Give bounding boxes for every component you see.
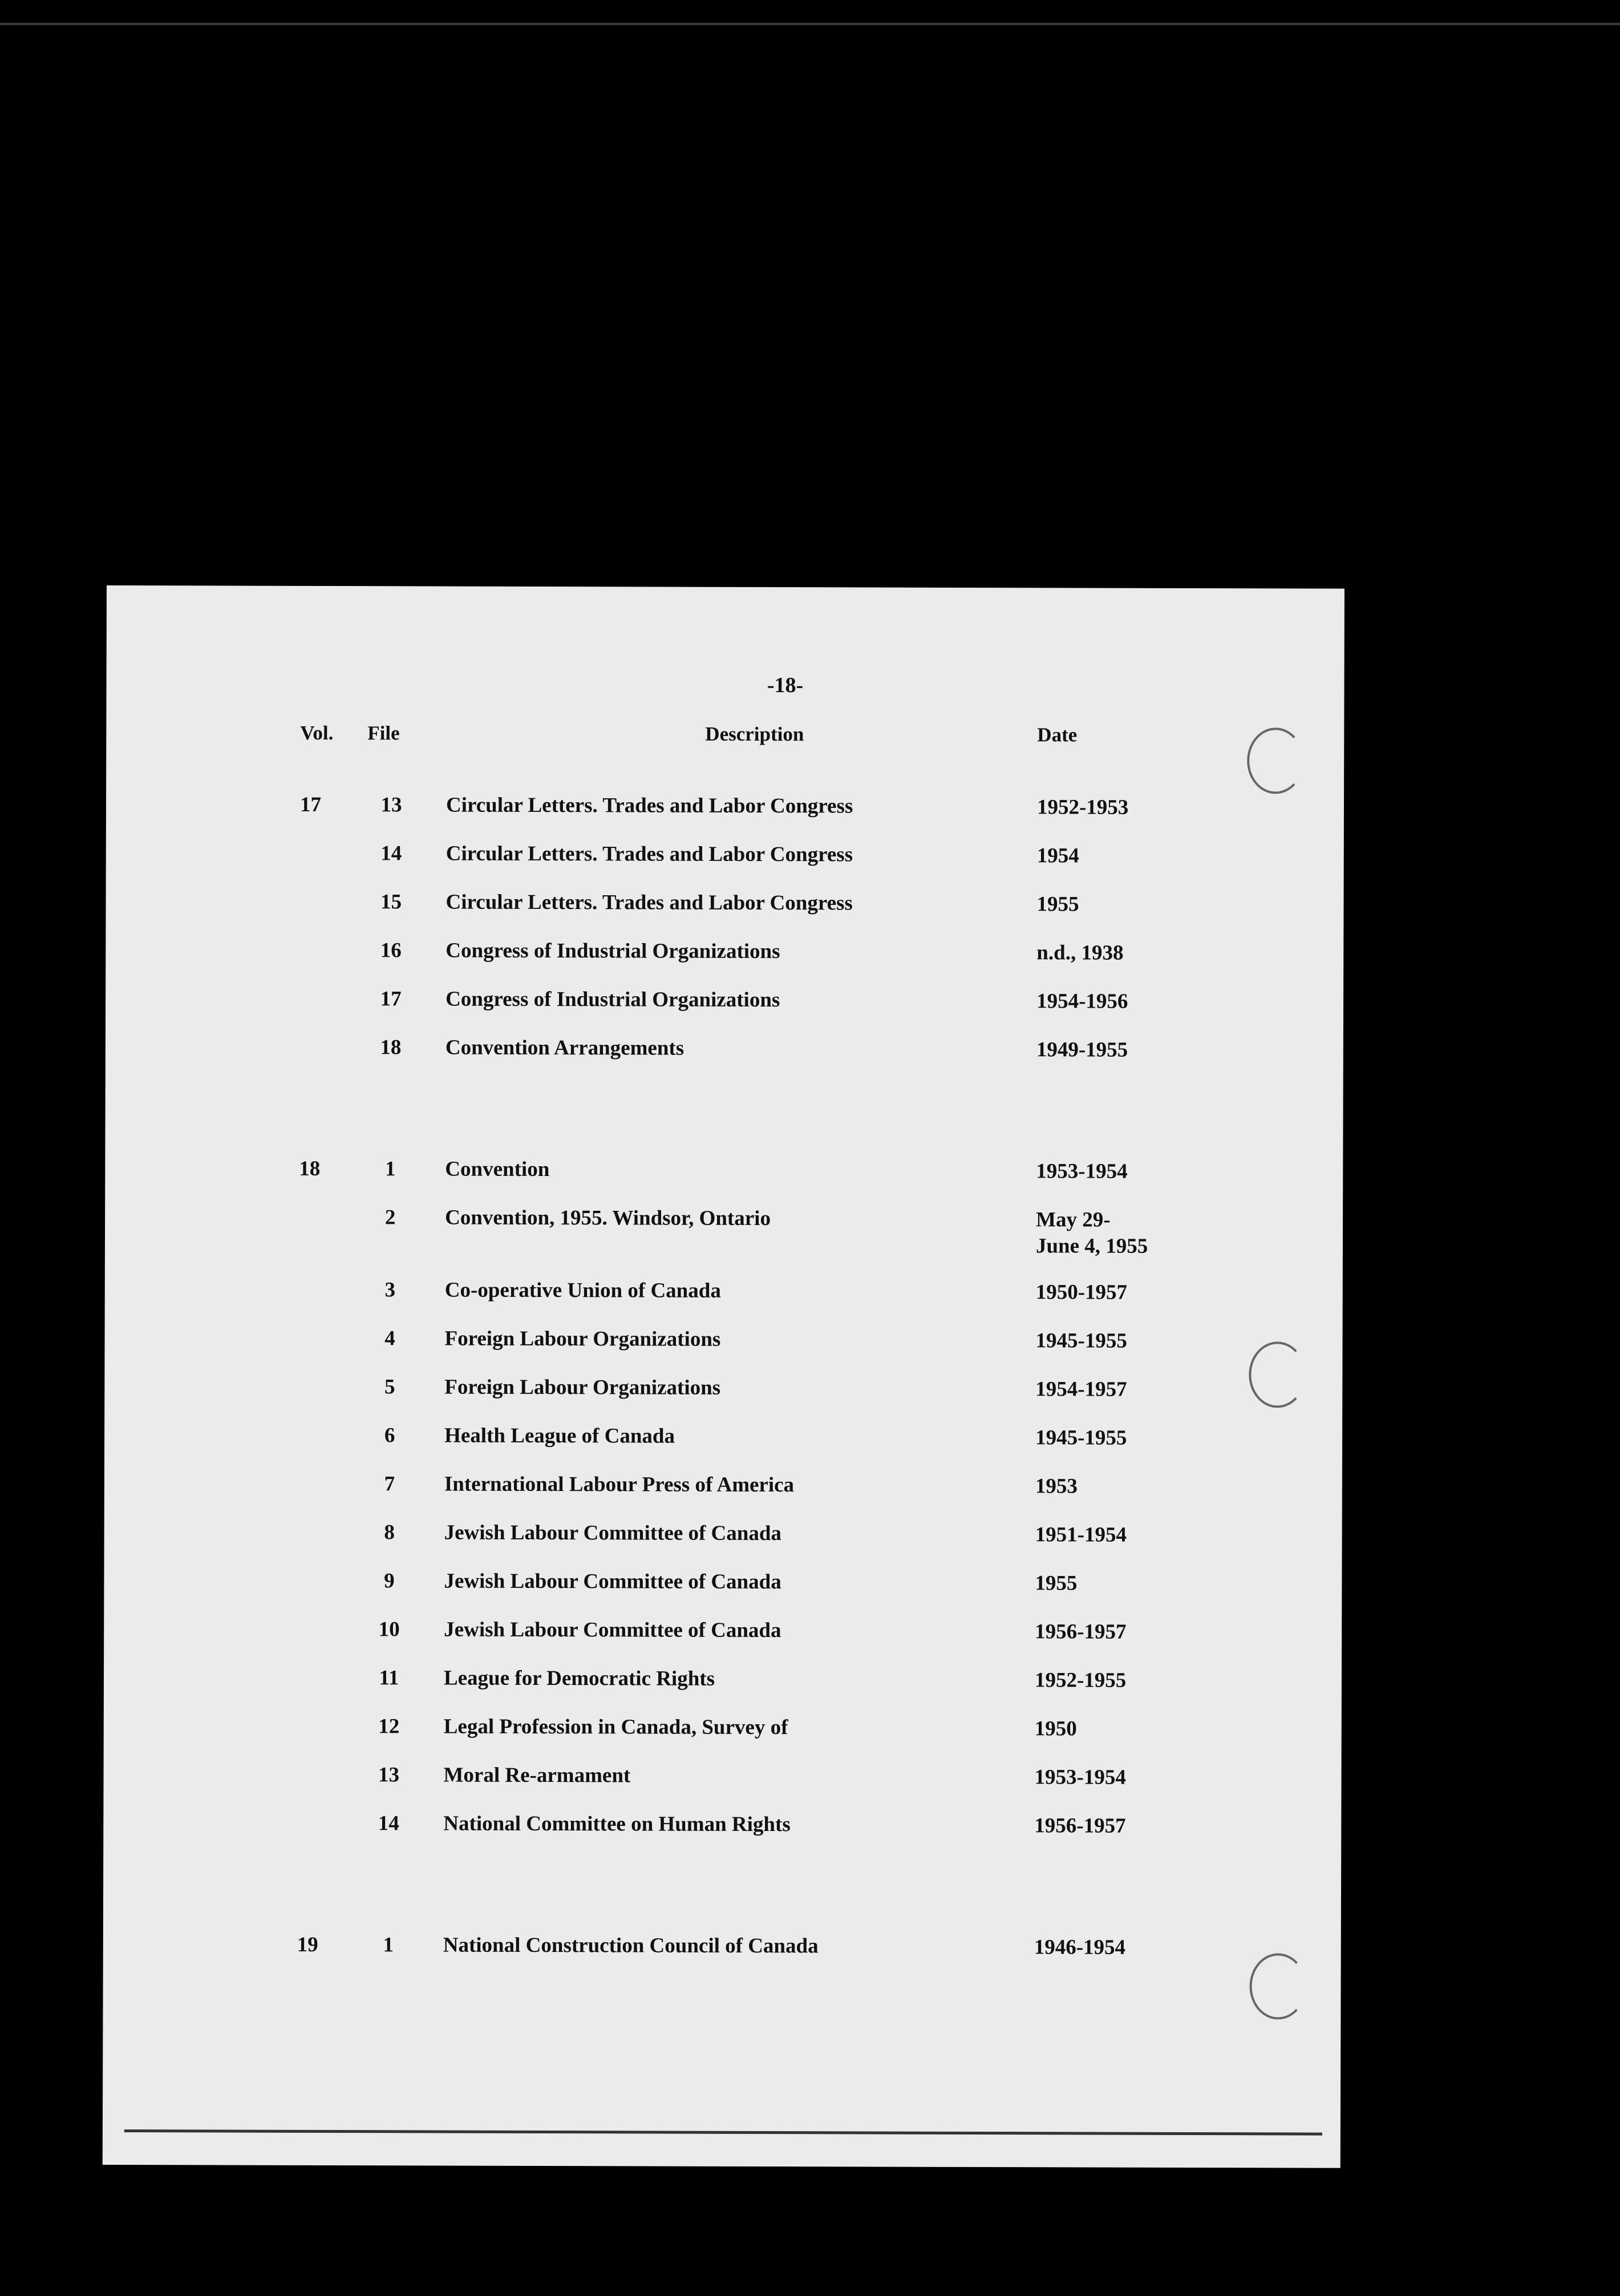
description-cell: International Labour Press of America bbox=[444, 1472, 795, 1497]
date-cell: 1956-1957 bbox=[1034, 1814, 1126, 1838]
file-cell: 14 bbox=[378, 1812, 399, 1836]
description-cell: Congress of Industrial Organizations bbox=[446, 987, 780, 1012]
description-cell: Convention Arrangements bbox=[445, 1036, 685, 1060]
table-row bbox=[104, 1422, 1342, 1472]
date-cell bbox=[1036, 1207, 1148, 1260]
description-cell: Legal Profession in Canada, Survey of bbox=[443, 1715, 788, 1740]
vol-cell: 17 bbox=[299, 793, 322, 816]
punch-hole-mark bbox=[1249, 1341, 1306, 1408]
description-cell: Health League of Canada bbox=[444, 1424, 675, 1448]
table-row bbox=[106, 889, 1343, 938]
vol-cell: 18 bbox=[299, 1157, 321, 1181]
scan-top-edge bbox=[0, 23, 1620, 25]
date-cell: 1950-1957 bbox=[1035, 1280, 1128, 1304]
description-cell: Foreign Labour Organizations bbox=[444, 1375, 721, 1400]
date-cell: 1950 bbox=[1034, 1717, 1077, 1741]
file-cell: 18 bbox=[380, 1036, 402, 1060]
file-cell: 11 bbox=[379, 1666, 399, 1690]
description-cell: National Committee on Human Rights bbox=[443, 1812, 791, 1837]
file-cell: 14 bbox=[380, 842, 402, 866]
column-header-vol: Vol. bbox=[300, 721, 334, 745]
table-row bbox=[106, 840, 1344, 890]
column-header-date: Date bbox=[1037, 723, 1078, 746]
date-cell: 1955 bbox=[1035, 1571, 1078, 1595]
description-cell: National Construction Council of Canada bbox=[443, 1933, 819, 1958]
file-cell: 10 bbox=[378, 1618, 400, 1642]
table-row bbox=[106, 986, 1343, 1035]
table-row bbox=[105, 1204, 1343, 1276]
table-row bbox=[104, 1568, 1342, 1617]
description-cell: Convention, 1955. Windsor, Ontario bbox=[445, 1206, 771, 1231]
table-row bbox=[104, 1519, 1342, 1569]
file-cell: 16 bbox=[380, 939, 402, 963]
table-row bbox=[104, 1471, 1342, 1520]
punch-hole-mark bbox=[1249, 1953, 1306, 2019]
date-cell: n.d., 1938 bbox=[1036, 941, 1124, 965]
file-cell: 13 bbox=[380, 793, 402, 817]
date-cell: 1953-1954 bbox=[1034, 1765, 1126, 1789]
file-cell: 5 bbox=[384, 1375, 395, 1399]
file-cell: 7 bbox=[384, 1472, 395, 1496]
file-cell: 6 bbox=[384, 1424, 395, 1448]
description-cell: Convention bbox=[445, 1157, 550, 1182]
description-cell: Circular Letters. Trades and Labor Congress bbox=[446, 890, 853, 915]
column-header-description: Description bbox=[705, 722, 804, 746]
date-cell: 1951-1954 bbox=[1035, 1523, 1127, 1547]
table-row bbox=[105, 1156, 1343, 1205]
description-cell: Circular Letters. Trades and Labor Congress bbox=[446, 842, 853, 867]
date-line-1: May 29- bbox=[1036, 1208, 1111, 1232]
table-row bbox=[104, 1665, 1342, 1714]
file-cell: 12 bbox=[378, 1715, 400, 1739]
date-line-2: June 4, 1955 bbox=[1035, 1234, 1148, 1258]
description-cell: League for Democratic Rights bbox=[443, 1666, 715, 1691]
file-cell: 9 bbox=[384, 1569, 395, 1593]
table-row bbox=[103, 1810, 1341, 1860]
date-cell: 1955 bbox=[1036, 892, 1079, 916]
description-cell: Congress of Industrial Organizations bbox=[446, 939, 780, 964]
column-header-file: File bbox=[367, 722, 400, 745]
punch-hole-mark bbox=[1247, 727, 1304, 794]
date-cell: 1954-1957 bbox=[1035, 1377, 1127, 1401]
description-cell: Co-operative Union of Canada bbox=[444, 1278, 721, 1303]
file-cell: 17 bbox=[380, 987, 402, 1011]
table-row bbox=[103, 1762, 1341, 1811]
table-row bbox=[104, 1616, 1342, 1666]
file-cell: 4 bbox=[384, 1327, 395, 1351]
table-row bbox=[106, 792, 1344, 841]
file-cell: 8 bbox=[384, 1521, 395, 1545]
description-cell: Jewish Labour Committee of Canada bbox=[444, 1521, 782, 1546]
file-cell: 1 bbox=[383, 1933, 394, 1957]
description-cell: Moral Re-armament bbox=[443, 1763, 631, 1788]
date-cell: 1954 bbox=[1036, 844, 1079, 868]
file-cell: 15 bbox=[380, 890, 402, 914]
date-cell: 1952-1953 bbox=[1036, 795, 1129, 819]
date-cell: 1949-1955 bbox=[1036, 1038, 1128, 1062]
file-cell: 1 bbox=[385, 1157, 396, 1181]
table-row bbox=[104, 1325, 1342, 1375]
date-cell: 1956-1957 bbox=[1035, 1620, 1127, 1644]
vol-cell: 19 bbox=[297, 1933, 318, 1957]
date-cell: 1952-1955 bbox=[1034, 1668, 1127, 1692]
bottom-rule bbox=[124, 2129, 1322, 2135]
date-cell: 1946-1954 bbox=[1034, 1935, 1126, 1959]
file-cell: 13 bbox=[378, 1763, 400, 1787]
table-row bbox=[105, 1277, 1343, 1326]
page-number: -18- bbox=[767, 673, 804, 698]
description-cell: Foreign Labour Organizations bbox=[444, 1327, 721, 1351]
description-cell: Circular Letters. Trades and Labor Congress bbox=[446, 793, 853, 818]
date-cell: 1945-1955 bbox=[1035, 1426, 1127, 1450]
table-row bbox=[104, 1374, 1342, 1423]
table-row bbox=[106, 1034, 1343, 1084]
file-cell: 2 bbox=[384, 1206, 396, 1230]
table-row bbox=[103, 1932, 1341, 1981]
document-page bbox=[103, 585, 1344, 2168]
table-row bbox=[106, 937, 1343, 987]
description-cell: Jewish Labour Committee of Canada bbox=[444, 1569, 781, 1594]
date-cell: 1954-1956 bbox=[1036, 989, 1128, 1013]
date-cell: 1945-1955 bbox=[1035, 1329, 1127, 1353]
date-cell: 1953 bbox=[1035, 1474, 1078, 1498]
table-row bbox=[104, 1713, 1342, 1763]
date-cell: 1953-1954 bbox=[1036, 1159, 1128, 1183]
description-cell: Jewish Labour Committee of Canada bbox=[444, 1618, 781, 1643]
file-cell: 3 bbox=[384, 1278, 396, 1302]
